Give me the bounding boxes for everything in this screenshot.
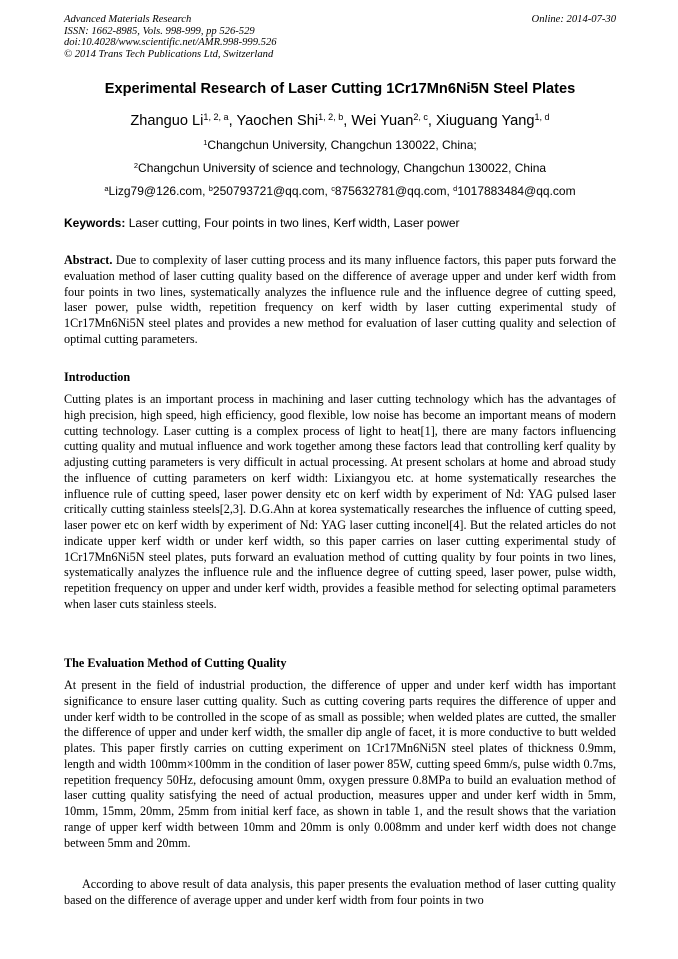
paper-title: Experimental Research of Laser Cutting 1Cr17Mn6Ni5N Steel Plates — [104, 81, 576, 97]
journal-name: Advanced Materials Research — [64, 14, 192, 25]
evaluation-heading: The Evaluation Method of Cutting Quality — [64, 656, 287, 670]
online-date: Online: 2014-07-30 — [531, 14, 616, 25]
author: Zhanguo Li$^{1, 2, a}$, — [130, 112, 237, 129]
evaluation-paragraph-1: At present in the field of industrial production, the difference of upper and under kerf width has important significance to ensure laser cutting quality. Such as cutting covering parts requires the difference of upper and under kerf width to be controlled in the scope of as small as possible; when welded plates are cutted, the smaller the difference of upper and under kerf width, the smaller dip angle of facet, it is more conductive to butt welded plates. This paper firstly carries on cutting experiment on 1Cr17Mn6Ni5N steel plates of thickness 0.9mm, length and width 100mm×100mm in the condition of laser power 85W, cutting speed 6mm/s, pulse width 0.7ms, repetition frequency 50Hz, defocusing amount 0mm, oxygen pressure 0.8MPa to build an evaluation method of laser cutting quality satisfying the need of actual production, measures upper and under kerf width in 5mm, 10mm, 15mm, 20mm, 25mm from initial kerf face, as shown in table 1, and the result shows that the variation range of upper kerf width between 10mm and 20mm is only 0.008mm and under kerf width does not change between 5mm and 20mm. — [64, 678, 616, 850]
issn-line: ISSN: 1662-8985, Vols. 998-999, pp 526-529 — [64, 25, 255, 37]
keywords-label: Keywords: — [64, 216, 126, 230]
affiliation-1: $^1$Changchun University, Changchun 130022, China; — [203, 137, 477, 152]
abstract — [64, 253, 616, 348]
introduction-heading: Introduction — [64, 370, 131, 384]
abstract-text: Due to complexity of laser cutting process and its many influence factors, this paper puts forward the evaluation method of laser cutting quality based on the difference of average upper and under kerf width from four points in two lines, systematically analyzes the influence rule and the influence degree of cutting speed, laser power, pulse width, repetition frequency on kerf width by laser cutting experimental study of 1Cr17Mn6Ni5N steel plates and provides a new method for evaluation of laser cutting quality and selection of optimal cutting parameters. — [64, 253, 616, 346]
author: Wei Yuan$^{2, c}$, — [351, 112, 437, 129]
email-list — [64, 184, 616, 198]
evaluation-paragraph-2: According to above result of data analysis, this paper presents the evaluation method of laser cutting quality based on the difference of average upper and under kerf width from four points in two — [64, 877, 616, 907]
doi-line[interactable]: doi:10.4028/www.scientific.net/AMR.998-999.526 — [64, 37, 277, 49]
email[interactable]: $^b$250793721@qq.com, — [208, 183, 332, 198]
email[interactable]: $^c$875632781@qq.com, — [331, 183, 454, 198]
author: Xiuguang Yang$^{1, d}$ — [436, 112, 550, 129]
author: Yaochen Shi$^{1, 2, b}$, — [236, 112, 352, 129]
affiliation-2: $^2$Changchun University of science and technology, Changchun 130022, China — [133, 160, 547, 175]
keywords — [64, 216, 616, 230]
keywords-text: Laser cutting, Four points in two lines, Kerf width, Laser power — [125, 216, 460, 230]
introduction-text: Cutting plates is an important process in machining and laser cutting technology which has the advantages of high precision, high speed, high efficiency, good flexible, low noise has become an important means of modern cutting technology. Laser cutting is a complex process of light to heat[1], there are many factors influencing cutting quality and mutual influence and work together among these factors lead that controlling kerf quality by adjusting cutting parameters is very difficult in actual processing. At present scholars at home and abroad study the influence of cutting parameters on kerf width: Lixiangyou etc. at home systematically researches the influence rule of cutting speed, laser power density etc on kerf width by experiment of Nd: YAG pulsed laser critically cutting stainless steels[2,3]. D.G.Ahn at korea systematically researches the influence of cutting speed, laser power etc on kerf width by experiment of Nd: YAG laser cutting inconel[4]. But the related articles do not indicate upper kerf width or under kerf width, so this paper carries on laser cutting experimental study of 1Cr17Mn6Ni5N steel plates, puts forward an evaluation method of cutting quality by four points in two lines, systematically analyzes the influence rule and the influence degree of cutting speed, laser power, pulse width, repetition frequency on upper and under kerf width, provides a feasible method for selecting optimal parameters when laser cuts stainless steels. — [64, 392, 616, 611]
journal-header — [64, 14, 616, 60]
author-list — [64, 113, 616, 129]
abstract-label: Abstract. — [64, 253, 113, 267]
copyright-line: © 2014 Trans Tech Publications Ltd, Switzerland — [64, 48, 274, 60]
email[interactable]: $^a$Lizg79@126.com, — [104, 183, 209, 198]
email[interactable]: $^d$1017883484@qq.com — [453, 183, 576, 198]
